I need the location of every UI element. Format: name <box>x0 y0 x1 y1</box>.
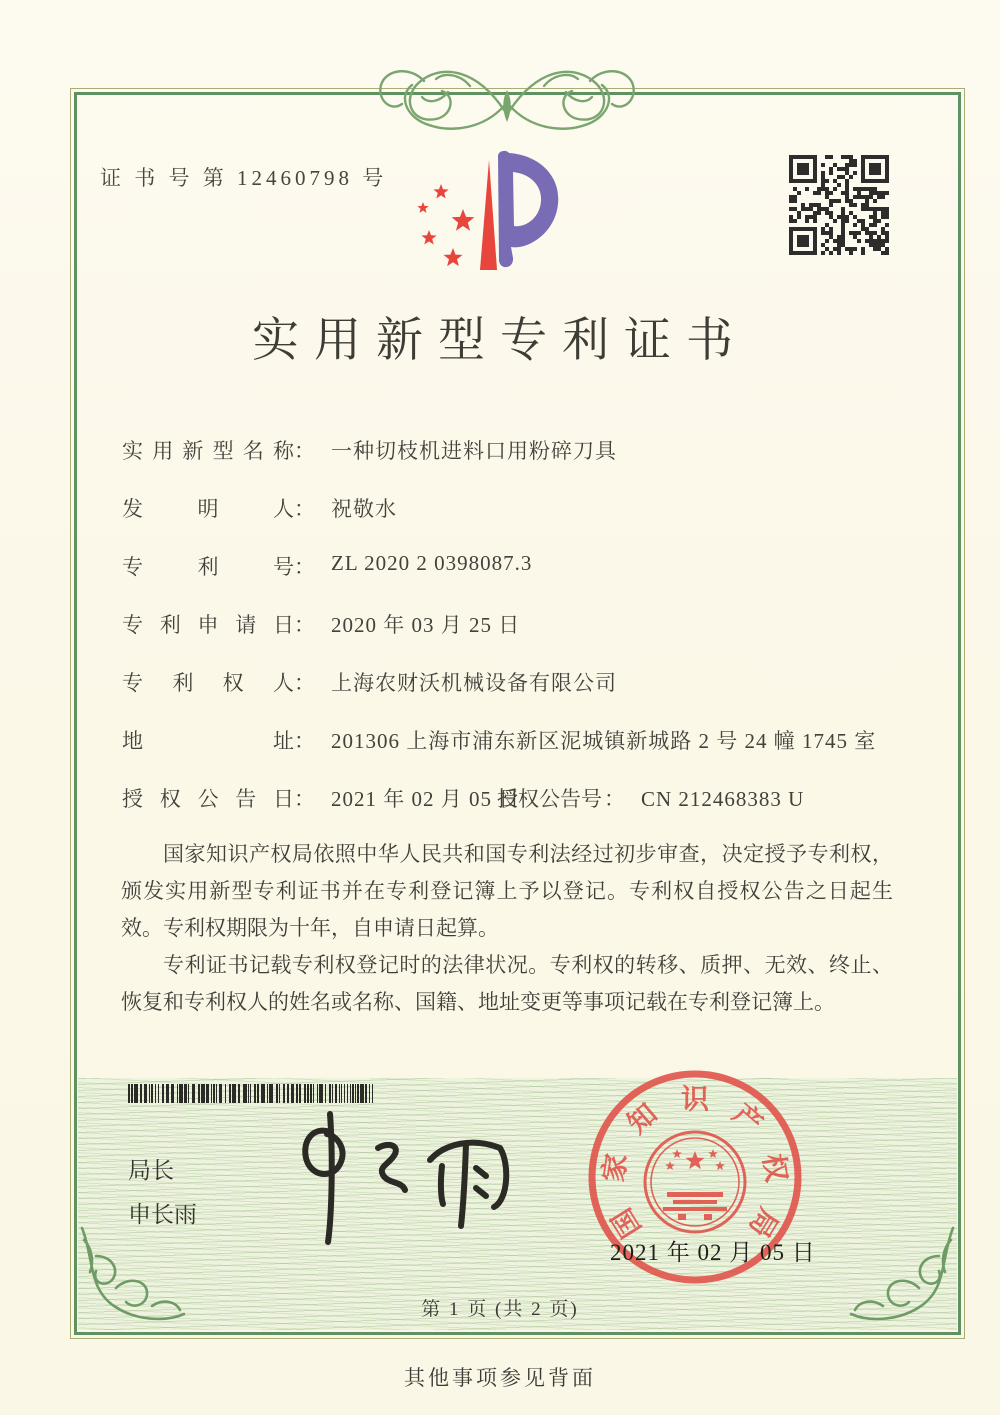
field-label: 实用新型名称 <box>122 439 294 463</box>
svg-text:国: 国 <box>606 1202 648 1243</box>
field-value: 2020 年 03 月 25 日 <box>331 613 521 637</box>
field-row-patentee: 专利权人： 上海农财沃机械设备有限公司 <box>122 667 912 688</box>
field-row-grant-date: 授权公告日： 2021 年 02 月 05 日 授权公告号： CN 212468383 U <box>122 783 912 804</box>
cnipa-logo <box>413 146 565 290</box>
national-emblem <box>645 1132 745 1232</box>
field-label: 授权公告日 <box>122 787 294 811</box>
logo-red-wedge <box>480 160 497 270</box>
field-value: 祝敬水 <box>331 497 397 521</box>
field-row-inventor: 发明人： 祝敬水 <box>122 493 912 514</box>
page-number: 第 1 页 (共 2 页) <box>421 1299 579 1320</box>
field-value: 201306 上海市浦东新区泥城镇新城路 2 号 24 幢 1745 室 <box>331 729 877 753</box>
svg-text:局: 局 <box>742 1202 784 1243</box>
seal-date: 2021 年 02 月 05 日 <box>610 1240 816 1265</box>
field-value: ZL 2020 2 0398087.3 <box>331 551 533 575</box>
field-row-address: 地址： 201306 上海市浦东新区泥城镇新城路 2 号 24 幢 1745 室 <box>122 725 912 746</box>
field-label: 地址 <box>122 729 294 753</box>
field-row-filing-date: 专利申请日： 2020 年 03 月 25 日 <box>122 609 912 630</box>
qr-code <box>789 155 889 255</box>
field-row-grant-number: 授权公告号： CN 212468383 U <box>497 787 805 811</box>
field-value: CN 212468383 U <box>641 787 805 811</box>
svg-text:产: 产 <box>726 1098 768 1141</box>
certificate-title: 实用新型专利证书 <box>252 315 748 367</box>
field-label: 专利号 <box>122 555 294 579</box>
back-side-note: 其他事项参见背面 <box>404 1366 596 1390</box>
field-label: 发明人 <box>122 497 294 521</box>
field-list <box>122 435 912 841</box>
signer-name: 申长雨 <box>128 1201 197 1227</box>
signer-title: 局长 <box>128 1157 174 1183</box>
svg-text:权: 权 <box>756 1151 792 1185</box>
legal-paragraph-1: 国家知识产权局依照中华人民共和国专利法经过初步审查，决定授予专利权，颁发实用新型专利证书并在专利登记簿上予以登记。专利权自授权公告之日起生效。专利权期限为十年，自申请日起算。 <box>121 842 893 940</box>
legal-text-block <box>121 836 893 1021</box>
logo-purple-p <box>498 151 558 267</box>
field-value: 2021 年 02 月 05 日 <box>331 787 521 811</box>
field-label: 专利权人 <box>122 671 294 695</box>
field-label: 专利申请日 <box>122 613 294 637</box>
field-label: 授权公告号 <box>497 787 602 811</box>
certificate-number: 证 书 号 第 12460798 号 <box>100 166 388 190</box>
barcode <box>128 1084 380 1103</box>
legal-paragraph-2: 专利证书记载专利权登记时的法律状况。专利权的转移、质押、无效、终止、恢复和专利权人的姓名或名称、国籍、地址变更等事项记载在专利登记簿上。 <box>121 953 893 1014</box>
field-row-patent-number: 专利号： ZL 2020 2 0398087.3 <box>122 551 533 579</box>
director-signature <box>272 1104 522 1252</box>
field-row-utility-model-name: 实用新型名称： 一种切枝机进料口用粉碎刀具 <box>122 435 912 456</box>
field-value: 一种切枝机进料口用粉碎刀具 <box>331 439 617 463</box>
svg-text:家: 家 <box>598 1151 634 1185</box>
top-flourish-ornament <box>352 52 662 144</box>
field-value: 上海农财沃机械设备有限公司 <box>331 671 617 695</box>
svg-text:识: 识 <box>680 1084 710 1116</box>
svg-text:知: 知 <box>622 1098 664 1141</box>
